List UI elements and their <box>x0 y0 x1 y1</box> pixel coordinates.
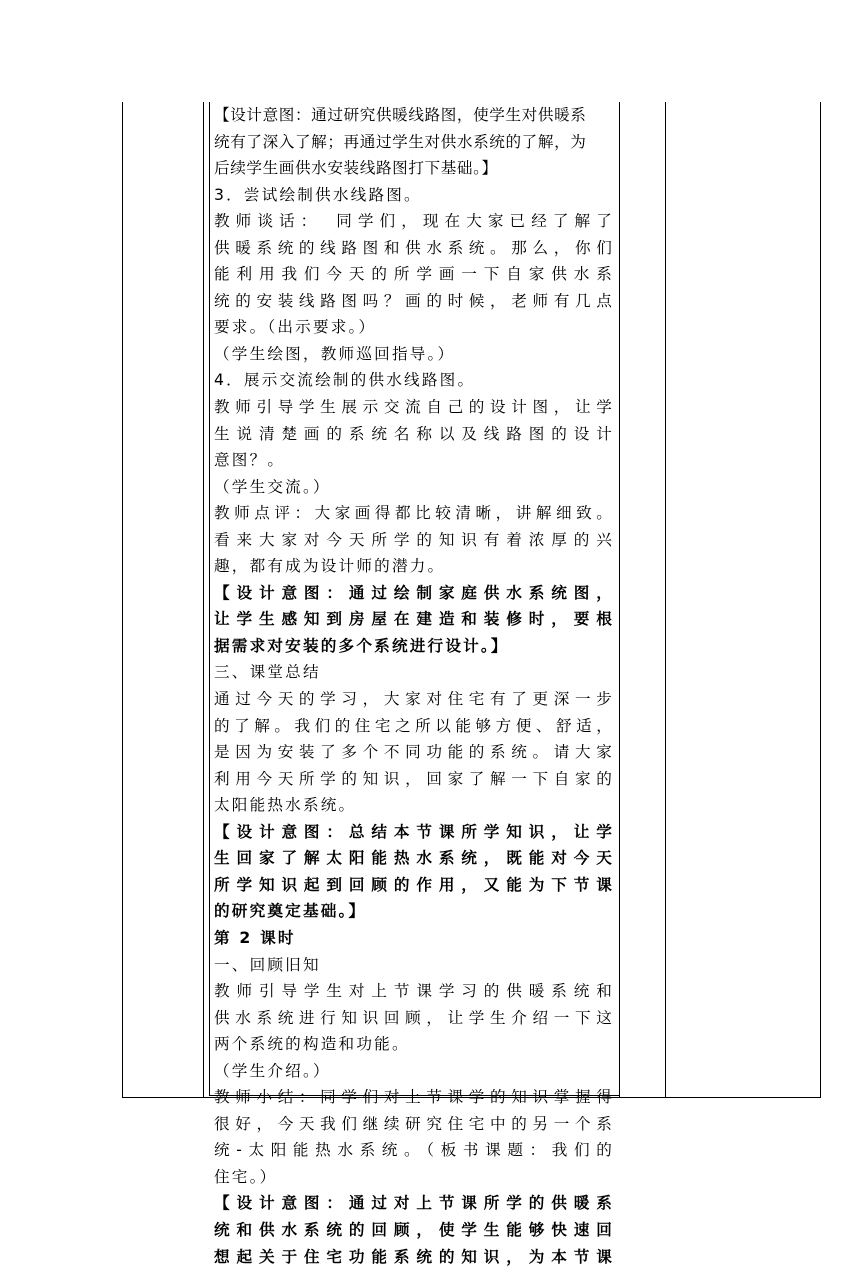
text-line: 教师小结：同学们对上节课学的知识掌握得 <box>214 1088 614 1107</box>
text-line: 趣，都有成为设计师的潜力。 <box>214 557 446 576</box>
text-line: 生说清楚画的系统名称以及线路图的设计 <box>214 424 614 443</box>
design-intent-line: 生回家了解太阳能热水系统，既能对今天 <box>214 849 614 868</box>
text-line: （学生交流。） <box>214 477 331 496</box>
design-intent-line: 的研究奠定基础。】 <box>214 902 367 921</box>
section-heading: 一、回顾旧知 <box>214 955 321 974</box>
text-line: 3．尝试绘制供水线路图。 <box>214 185 422 204</box>
text-line: 教师引导学生对上节课学习的供暖系统和 <box>214 982 614 1001</box>
text-line: 能利用我们今天的所学画一下自家供水系 <box>214 265 614 284</box>
text-line: 的了解。我们的住宅之所以能够方便、舒适， <box>214 716 614 735</box>
text-line: 统有了深入了解；再通过学生对供水系统的了解，为 <box>214 132 587 151</box>
table-border-right <box>820 102 821 1098</box>
text-line: 利用今天所学的知识，回家了解一下自家的 <box>214 769 614 788</box>
table-column-divider <box>665 102 666 1098</box>
design-intent-line: 想起关于住宅功能系统的知识，为本节课 <box>214 1247 614 1266</box>
design-intent-line: 所学知识起到回顾的作用，又能为下节课 <box>214 875 614 894</box>
text-line: 太阳能热水系统。 <box>214 796 357 815</box>
design-intent-line: 统和供水系统的回顾，使学生能够快速回 <box>214 1220 614 1239</box>
design-intent-line: 【设计意图：通过对上节课所学的供暖系 <box>214 1194 614 1213</box>
text-line: 意图？。 <box>214 451 286 470</box>
design-intent-line: 让学生感知到房屋在建造和装修时，要根 <box>214 610 614 629</box>
text-line: 后续学生画供水安装线路图打下基础。】 <box>214 159 498 178</box>
design-intent-line: 【设计意图：总结本节课所学知识，让学 <box>214 822 614 841</box>
design-intent-line: 【设计意图：通过绘制家庭供水系统图， <box>214 583 614 602</box>
text-line: 【设计意图：通过研究供暖线路图，使学生对供暖系 <box>214 106 587 124</box>
text-line: 教师点评：大家画得都比较清晰，讲解细致。 <box>214 504 614 523</box>
table-column-divider <box>203 102 204 1098</box>
table-border-left <box>122 102 123 1098</box>
text-line: （学生介绍。） <box>214 1061 331 1080</box>
text-line: 供水系统进行知识回顾，让学生介绍一下这 <box>214 1008 614 1027</box>
text-line: 通过今天的学习，大家对住宅有了更深一步 <box>214 690 614 709</box>
text-line: 是因为安装了多个不同功能的系统。请大家 <box>214 743 614 762</box>
text-line: 4．展示交流绘制的供水线路图。 <box>214 371 476 390</box>
table-column-divider <box>619 102 620 1098</box>
text-line: 教师引导学生展示交流自己的设计图，让学 <box>214 398 614 417</box>
text-line: 看来大家对今天所学的知识有着浓厚的兴 <box>214 530 614 549</box>
text-line: 供暖系统的线路图和供水系统。那么，你们 <box>214 238 614 257</box>
lesson-content-cell <box>214 102 614 1270</box>
text-line: 统-太阳能热水系统。（板书课题：我们的 <box>214 1141 614 1160</box>
text-line: 两个系统的构造和功能。 <box>214 1035 410 1054</box>
text-line: （学生绘图，教师巡回指导。） <box>214 344 456 363</box>
text-line: 很好，今天我们继续研究住宅中的另一个系 <box>214 1114 614 1133</box>
text-line: 教师谈话： 同学们，现在大家已经了解了 <box>214 212 614 231</box>
lesson-period-heading: 第 2 课时 <box>214 928 296 947</box>
text-line: 住宅。） <box>214 1167 278 1186</box>
text-line: 统的安装线路图吗？画的时候，老师有几点 <box>214 291 614 310</box>
text-line: 要求。（出示要求。） <box>214 318 377 337</box>
design-intent-line: 据需求对安装的多个系统进行设计。】 <box>214 636 509 655</box>
section-heading: 三、课堂总结 <box>214 663 321 682</box>
table-column-divider <box>209 102 210 1096</box>
